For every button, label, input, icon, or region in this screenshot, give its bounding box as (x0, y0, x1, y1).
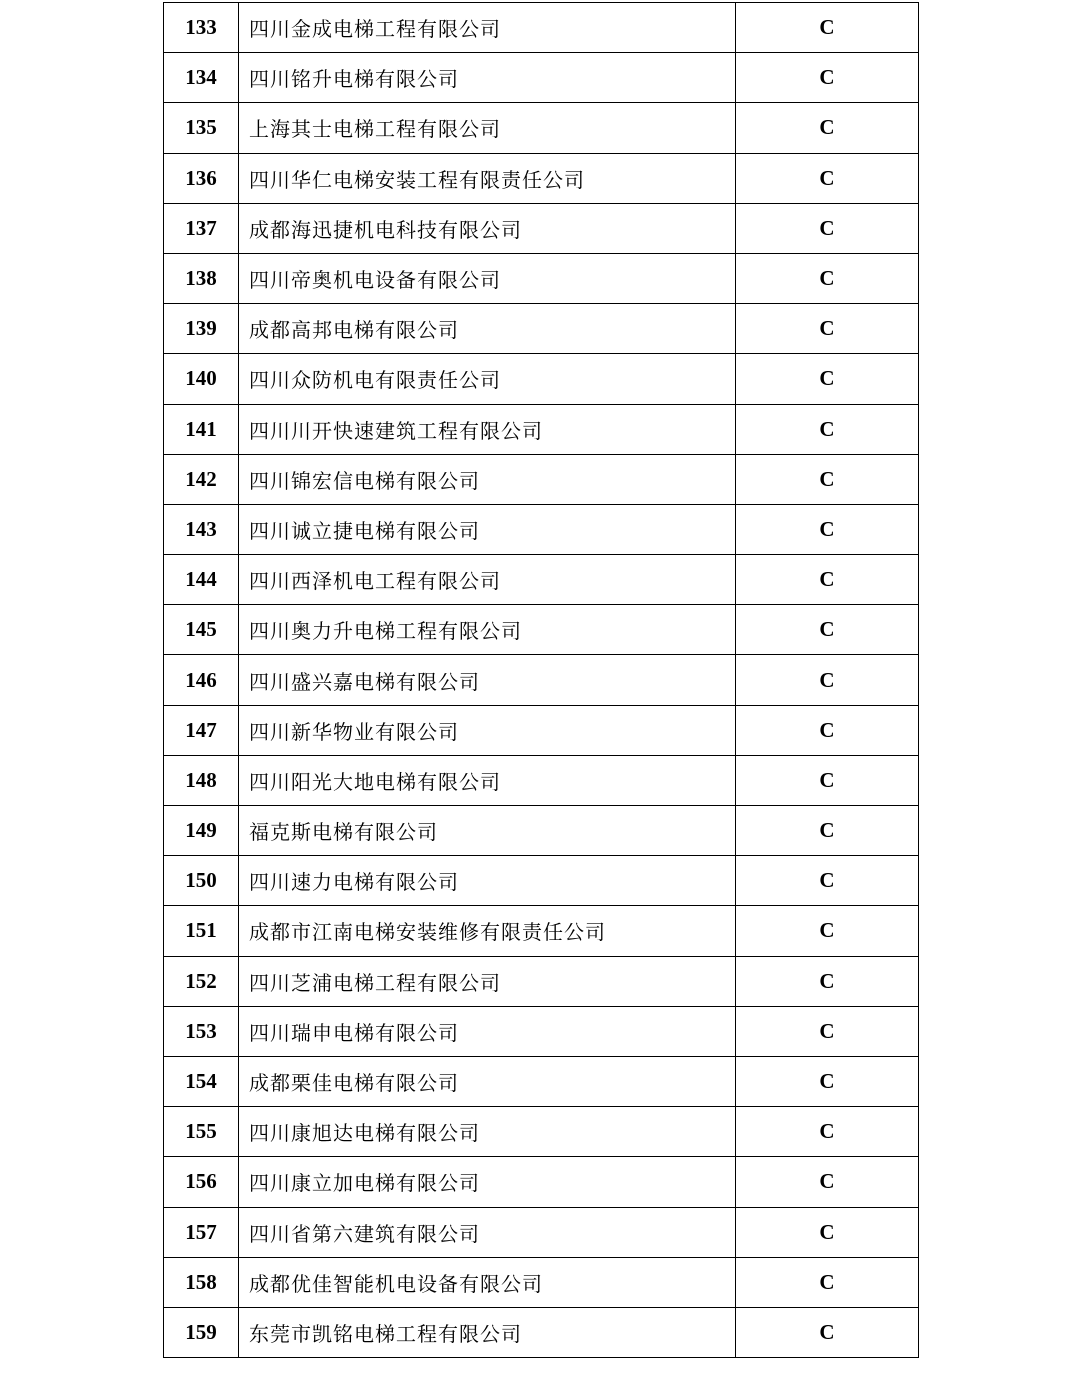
row-number: 153 (164, 1006, 239, 1056)
company-name: 四川新华物业有限公司 (239, 705, 736, 755)
row-number: 140 (164, 354, 239, 404)
table-row (164, 705, 919, 755)
table-row (164, 956, 919, 1006)
table-body (164, 3, 919, 1358)
company-name: 四川奥力升电梯工程有限公司 (239, 605, 736, 655)
company-name: 四川康旭达电梯有限公司 (239, 1107, 736, 1157)
credit-grade: C (736, 1006, 919, 1056)
credit-grade: C (736, 3, 919, 53)
table-row (164, 203, 919, 253)
table-row (164, 53, 919, 103)
row-number: 152 (164, 956, 239, 1006)
credit-grade: C (736, 203, 919, 253)
credit-grade: C (736, 103, 919, 153)
credit-grade: C (736, 253, 919, 303)
company-name: 福克斯电梯有限公司 (239, 806, 736, 856)
table-row (164, 1207, 919, 1257)
company-name: 成都高邦电梯有限公司 (239, 304, 736, 354)
row-number: 157 (164, 1207, 239, 1257)
company-name: 四川众防机电有限责任公司 (239, 354, 736, 404)
row-number: 142 (164, 454, 239, 504)
row-number: 148 (164, 755, 239, 805)
row-number: 147 (164, 705, 239, 755)
credit-grade: C (736, 153, 919, 203)
row-number: 133 (164, 3, 239, 53)
company-name: 四川瑞申电梯有限公司 (239, 1006, 736, 1056)
table-row (164, 153, 919, 203)
row-number: 134 (164, 53, 239, 103)
row-number: 155 (164, 1107, 239, 1157)
company-name: 四川帝奥机电设备有限公司 (239, 253, 736, 303)
company-name: 四川金成电梯工程有限公司 (239, 3, 736, 53)
company-name: 四川华仁电梯安装工程有限责任公司 (239, 153, 736, 203)
row-number: 136 (164, 153, 239, 203)
row-number: 149 (164, 806, 239, 856)
credit-grade: C (736, 655, 919, 705)
row-number: 138 (164, 253, 239, 303)
company-name: 成都栗佳电梯有限公司 (239, 1056, 736, 1106)
row-number: 143 (164, 504, 239, 554)
credit-grade: C (736, 1307, 919, 1357)
row-number: 141 (164, 404, 239, 454)
company-name: 四川西泽机电工程有限公司 (239, 555, 736, 605)
credit-grade: C (736, 1107, 919, 1157)
row-number: 139 (164, 304, 239, 354)
table-row (164, 655, 919, 705)
row-number: 154 (164, 1056, 239, 1106)
table-row (164, 806, 919, 856)
row-number: 135 (164, 103, 239, 153)
company-name: 四川阳光大地电梯有限公司 (239, 755, 736, 805)
company-name: 四川锦宏信电梯有限公司 (239, 454, 736, 504)
company-name: 成都海迅捷机电科技有限公司 (239, 203, 736, 253)
company-name: 四川速力电梯有限公司 (239, 856, 736, 906)
table-row (164, 1157, 919, 1207)
credit-grade: C (736, 956, 919, 1006)
table-row (164, 404, 919, 454)
credit-grade: C (736, 705, 919, 755)
credit-grade: C (736, 404, 919, 454)
row-number: 137 (164, 203, 239, 253)
credit-grade: C (736, 555, 919, 605)
company-name: 四川川开快速建筑工程有限公司 (239, 404, 736, 454)
table-row (164, 856, 919, 906)
table-row (164, 454, 919, 504)
table-row (164, 605, 919, 655)
credit-grade: C (736, 504, 919, 554)
row-number: 156 (164, 1157, 239, 1207)
row-number: 144 (164, 555, 239, 605)
table-row (164, 555, 919, 605)
credit-grade: C (736, 806, 919, 856)
credit-grade: C (736, 1257, 919, 1307)
table-row (164, 1107, 919, 1157)
company-name: 四川盛兴嘉电梯有限公司 (239, 655, 736, 705)
row-number: 150 (164, 856, 239, 906)
row-number: 158 (164, 1257, 239, 1307)
table-row (164, 354, 919, 404)
company-name: 成都优佳智能机电设备有限公司 (239, 1257, 736, 1307)
table-row (164, 253, 919, 303)
credit-grade: C (736, 354, 919, 404)
credit-grade: C (736, 1056, 919, 1106)
company-name: 四川诚立捷电梯有限公司 (239, 504, 736, 554)
row-number: 159 (164, 1307, 239, 1357)
company-name: 四川芝浦电梯工程有限公司 (239, 956, 736, 1006)
credit-grade: C (736, 755, 919, 805)
company-name: 四川康立加电梯有限公司 (239, 1157, 736, 1207)
credit-grade: C (736, 53, 919, 103)
table-row (164, 3, 919, 53)
credit-grade: C (736, 906, 919, 956)
row-number: 146 (164, 655, 239, 705)
company-name: 东莞市凯铭电梯工程有限公司 (239, 1307, 736, 1357)
credit-grade: C (736, 454, 919, 504)
company-name: 成都市江南电梯安装维修有限责任公司 (239, 906, 736, 956)
table-row (164, 1257, 919, 1307)
credit-grade: C (736, 304, 919, 354)
table-row (164, 1056, 919, 1106)
rating-table (163, 2, 918, 1358)
company-name: 四川省第六建筑有限公司 (239, 1207, 736, 1257)
credit-grade: C (736, 856, 919, 906)
credit-grade: C (736, 605, 919, 655)
table-row (164, 103, 919, 153)
table-row (164, 755, 919, 805)
row-number: 151 (164, 906, 239, 956)
table-row (164, 504, 919, 554)
credit-grade: C (736, 1157, 919, 1207)
table-row (164, 906, 919, 956)
table-row (164, 1307, 919, 1357)
row-number: 145 (164, 605, 239, 655)
company-name: 上海其士电梯工程有限公司 (239, 103, 736, 153)
company-name: 四川铭升电梯有限公司 (239, 53, 736, 103)
company-grade-table (163, 2, 919, 1358)
credit-grade: C (736, 1207, 919, 1257)
table-row (164, 304, 919, 354)
table-row (164, 1006, 919, 1056)
